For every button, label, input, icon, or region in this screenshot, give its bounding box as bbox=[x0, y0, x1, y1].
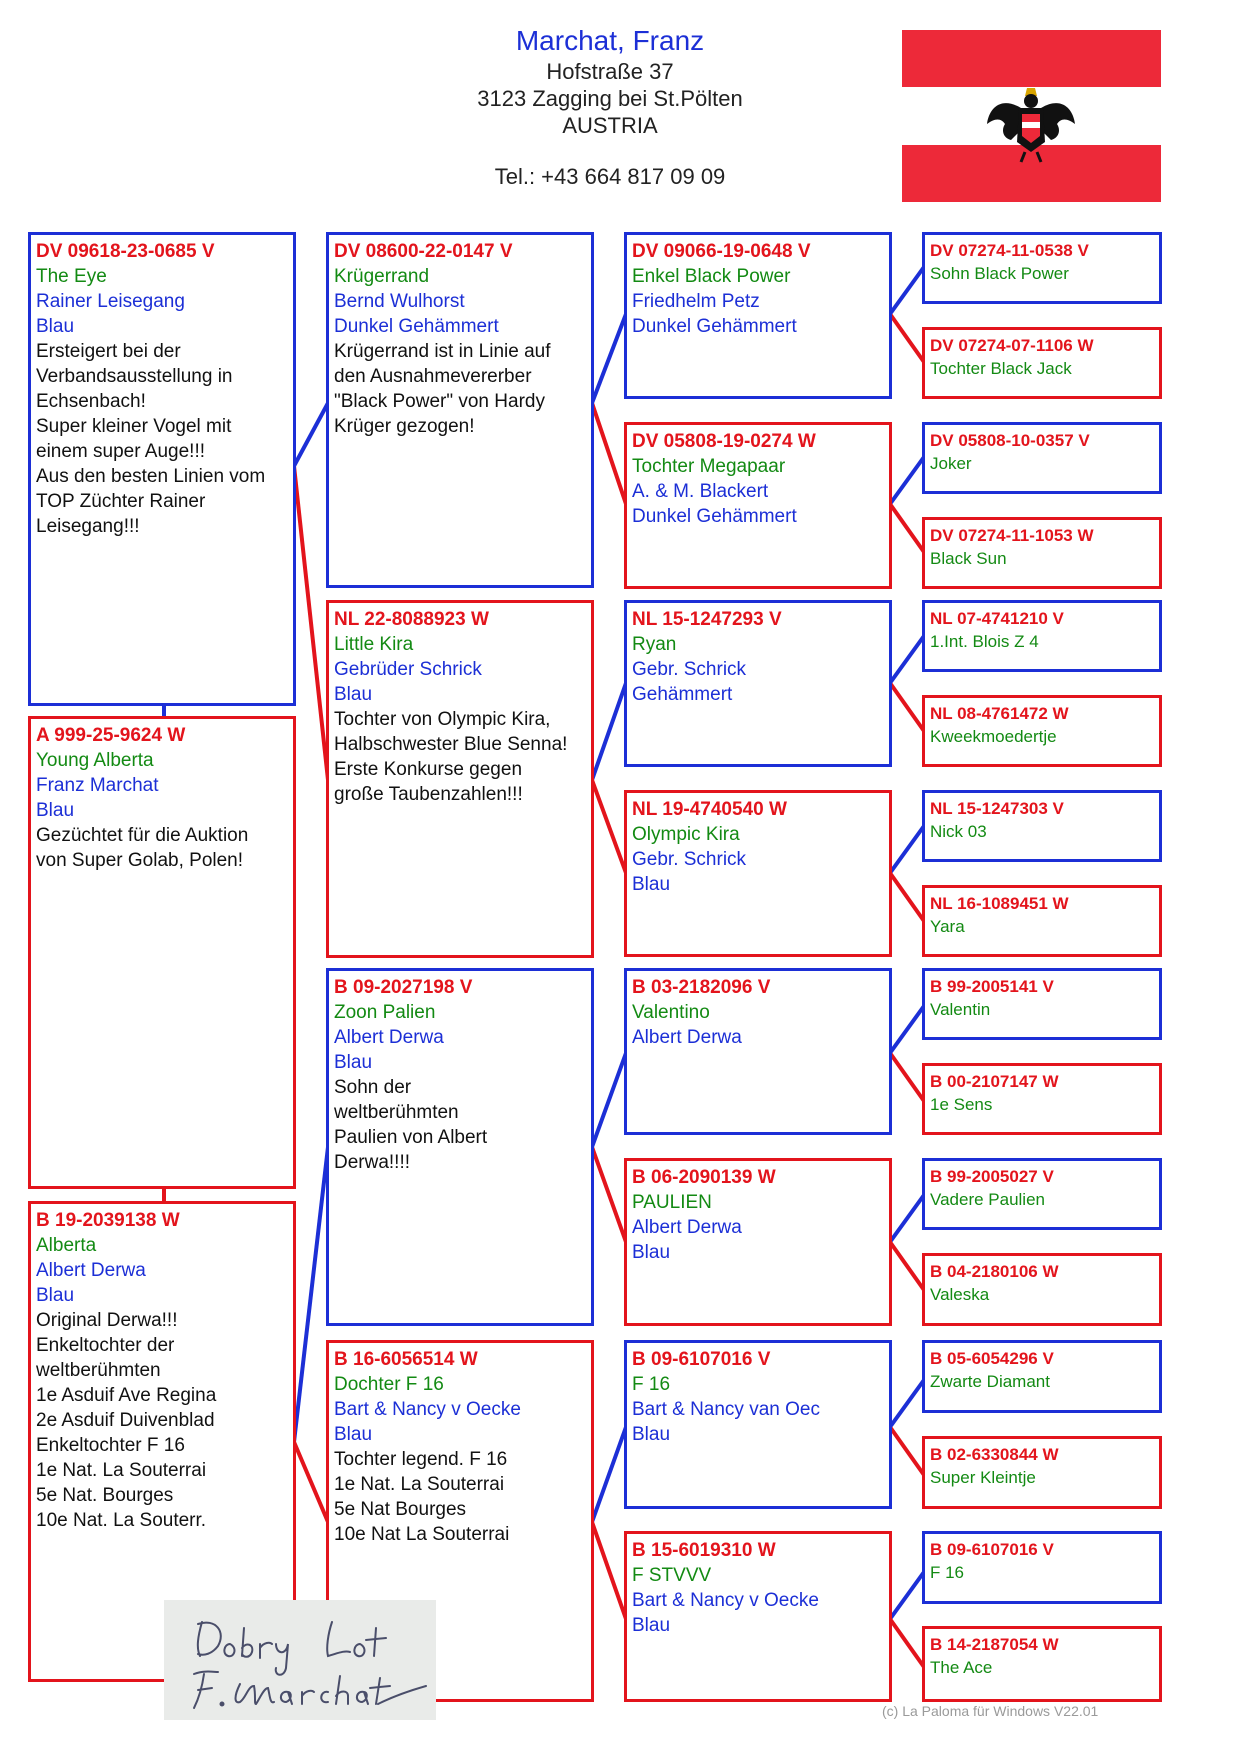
breeder: Albert Derwa bbox=[334, 1027, 444, 1048]
remark: Tochter von Olympic Kira, Halbschwester Blue Senna! Erste Konkurse gegen große Taubenzahlen!!! bbox=[334, 709, 568, 805]
ring-number: DV 07274-11-0538 V bbox=[930, 241, 1089, 260]
pigeon-name: Valeska bbox=[930, 1285, 990, 1304]
pigeon-name: Yara bbox=[930, 917, 965, 936]
pigeon-color: Dunkel Gehämmert bbox=[632, 316, 797, 337]
pigeon-name: The Ace bbox=[930, 1658, 993, 1677]
pigeon-name: 1.Int. Blois Z 4 bbox=[930, 632, 1039, 651]
ring-number: B 00-2107147 W bbox=[930, 1072, 1059, 1091]
pigeon-color: Blau bbox=[632, 1615, 671, 1636]
pigeon-name: Joker bbox=[930, 454, 972, 473]
signature-scribble-icon bbox=[164, 1600, 436, 1720]
pigeon-card-gen4[interactable] bbox=[922, 600, 1162, 672]
pigeon-color: Dunkel Gehämmert bbox=[632, 506, 797, 527]
pigeon-name: Young Alberta bbox=[36, 750, 154, 771]
pigeon-name: Little Kira bbox=[334, 634, 414, 655]
ring-number: B 99-2005141 V bbox=[930, 977, 1054, 996]
pigeon-color: Blau bbox=[334, 1052, 373, 1073]
pigeon-card-gen4[interactable] bbox=[922, 1253, 1162, 1326]
ring-number: NL 15-1247303 V bbox=[930, 799, 1064, 818]
pigeon-card-gen3[interactable] bbox=[624, 1158, 892, 1326]
ring-number: NL 07-4741210 V bbox=[930, 609, 1064, 628]
pigeon-name: Dochter F 16 bbox=[334, 1374, 444, 1395]
pigeon-card-subject[interactable] bbox=[28, 716, 296, 1189]
pigeon-name: Tochter Megapaar bbox=[632, 456, 786, 477]
ring-number: B 99-2005027 V bbox=[930, 1167, 1054, 1186]
pigeon-card-gen4[interactable] bbox=[922, 790, 1162, 862]
ring-number: DV 08600-22-0147 V bbox=[334, 241, 513, 262]
pigeon-card-gen2[interactable] bbox=[326, 232, 594, 588]
breeder: Rainer Leisegang bbox=[36, 291, 185, 312]
pigeon-color: Blau bbox=[334, 684, 373, 705]
owner-phone: Tel.: +43 664 817 09 09 bbox=[494, 164, 726, 189]
pigeon-name: F 16 bbox=[930, 1563, 965, 1582]
ring-number: NL 22-8088923 W bbox=[334, 609, 489, 630]
pigeon-color: Gehämmert bbox=[632, 684, 733, 705]
pigeon-card-gen4[interactable] bbox=[922, 327, 1162, 399]
ring-number: DV 09618-23-0685 V bbox=[36, 241, 215, 262]
pigeon-name: Valentin bbox=[930, 1000, 991, 1019]
pigeon-card-gen4[interactable] bbox=[922, 517, 1162, 589]
pigeon-card-gen4[interactable] bbox=[922, 232, 1162, 304]
remark: Gezüchtet für die Auktion von Super Golab, Polen! bbox=[36, 825, 249, 871]
pigeon-card-gen2[interactable] bbox=[326, 968, 594, 1326]
remark: Ersteigert bei der Verbandsausstellung in Echsenbach! Super kleiner Vogel mit einem super Auge!!! Aus den besten Linien vom TOP Züchter Rainer Leisegang!!! bbox=[36, 341, 266, 537]
breeder: Albert Derwa bbox=[632, 1027, 742, 1048]
remark: Krügerrand ist in Linie auf den Ausnahmevererber "Black Power" von Hardy Krüger gezogen! bbox=[334, 341, 551, 437]
pigeon-name: PAULIEN bbox=[632, 1192, 712, 1213]
pigeon-card-gen3[interactable] bbox=[624, 790, 892, 957]
breeder: Gebr. Schrick bbox=[632, 659, 747, 680]
breeder: Albert Derwa bbox=[36, 1260, 146, 1281]
ring-number: B 16-6056514 W bbox=[334, 1349, 478, 1370]
pigeon-color: Blau bbox=[36, 316, 75, 337]
pigeon-card-sire[interactable] bbox=[28, 232, 296, 706]
pigeon-name: Super Kleintje bbox=[930, 1468, 1036, 1487]
ring-number: A 999-25-9624 W bbox=[36, 725, 186, 746]
remark: Original Derwa!!! Enkeltochter der weltberühmten 1e Asduif Ave Regina 2e Asduif Duivenblad Enkeltochter F 16 1e Nat. La Souterrai 5e Nat. Bourges 10e Nat. La Souterr. bbox=[36, 1310, 217, 1531]
ring-number: DV 05808-19-0274 W bbox=[632, 431, 816, 452]
ring-number: B 03-2182096 V bbox=[632, 977, 771, 998]
pigeon-card-gen3[interactable] bbox=[624, 422, 892, 589]
ring-number: B 06-2090139 W bbox=[632, 1167, 776, 1188]
ring-number: B 14-2187054 W bbox=[930, 1635, 1059, 1654]
breeder: Bart & Nancy van Oec bbox=[632, 1399, 820, 1420]
pigeon-card-gen3[interactable] bbox=[624, 1340, 892, 1509]
pigeon-card-gen4[interactable] bbox=[922, 1626, 1162, 1702]
breeder: Franz Marchat bbox=[36, 775, 159, 796]
pigeon-card-gen4[interactable] bbox=[922, 695, 1162, 767]
ring-number: NL 15-1247293 V bbox=[632, 609, 782, 630]
ring-number: DV 09066-19-0648 V bbox=[632, 241, 811, 262]
pigeon-name: Zwarte Diamant bbox=[930, 1372, 1050, 1391]
pigeon-card-gen4[interactable] bbox=[922, 1063, 1162, 1135]
pigeon-name: Nick 03 bbox=[930, 822, 987, 841]
pigeon-card-gen4[interactable] bbox=[922, 1158, 1162, 1230]
pigeon-card-gen4[interactable] bbox=[922, 885, 1162, 957]
breeder: Albert Derwa bbox=[632, 1217, 742, 1238]
pigeon-card-gen3[interactable] bbox=[624, 968, 892, 1135]
pigeon-name: Black Sun bbox=[930, 549, 1007, 568]
pigeon-card-gen4[interactable] bbox=[922, 1340, 1162, 1413]
remark: Sohn der weltberühmten Paulien von Albert Derwa!!!! bbox=[334, 1077, 488, 1173]
pigeon-name: Tochter Black Jack bbox=[930, 359, 1072, 378]
pigeon-name: Ryan bbox=[632, 634, 677, 655]
ring-number: DV 05808-10-0357 V bbox=[930, 431, 1090, 450]
pigeon-color: Blau bbox=[632, 874, 671, 895]
signature-image bbox=[164, 1600, 436, 1720]
ring-number: DV 07274-07-1106 W bbox=[930, 336, 1094, 355]
owner-name: Marchat, Franz bbox=[515, 25, 705, 56]
ring-number: DV 07274-11-1053 W bbox=[930, 526, 1094, 545]
breeder: Friedhelm Petz bbox=[632, 291, 760, 312]
pigeon-name: F 16 bbox=[632, 1374, 671, 1395]
ring-number: NL 16-1089451 W bbox=[930, 894, 1069, 913]
pigeon-name: Vadere Paulien bbox=[930, 1190, 1045, 1209]
ring-number: NL 19-4740540 W bbox=[632, 799, 787, 820]
pigeon-card-gen4[interactable] bbox=[922, 968, 1162, 1040]
ring-number: B 04-2180106 W bbox=[930, 1262, 1059, 1281]
pigeon-card-gen4[interactable] bbox=[922, 422, 1162, 494]
pigeon-color: Dunkel Gehämmert bbox=[334, 316, 499, 337]
ring-number: B 09-2027198 V bbox=[334, 977, 473, 998]
ring-number: B 19-2039138 W bbox=[36, 1210, 180, 1231]
pigeon-color: Blau bbox=[632, 1424, 671, 1445]
pigeon-name: Sohn Black Power bbox=[930, 264, 1069, 283]
owner-country: AUSTRIA bbox=[562, 113, 658, 138]
pigeon-card-gen2[interactable] bbox=[326, 600, 594, 958]
pigeon-color: Blau bbox=[36, 800, 75, 821]
pigeon-name: Zoon Palien bbox=[334, 1002, 436, 1023]
breeder: Gebrüder Schrick bbox=[334, 659, 482, 680]
pigeon-card-gen3[interactable] bbox=[624, 1531, 892, 1702]
pigeon-name: 1e Sens bbox=[930, 1095, 993, 1114]
pigeon-color: Blau bbox=[632, 1242, 671, 1263]
pigeon-name: Alberta bbox=[36, 1235, 97, 1256]
ring-number: B 02-6330844 W bbox=[930, 1445, 1059, 1464]
pigeon-card-gen4[interactable] bbox=[922, 1531, 1162, 1604]
owner-street: Hofstraße 37 bbox=[546, 59, 674, 84]
pigeon-card-gen4[interactable] bbox=[922, 1436, 1162, 1509]
pigeon-card-gen3[interactable] bbox=[624, 600, 892, 767]
copyright-footer: (c) La Paloma für Windows V22.01 bbox=[882, 1703, 1099, 1719]
ring-number: B 05-6054296 V bbox=[930, 1349, 1054, 1368]
pigeon-name: F STVVV bbox=[632, 1565, 712, 1586]
owner-city: 3123 Zagging bei St.Pölten bbox=[477, 86, 743, 111]
ring-number: NL 08-4761472 W bbox=[930, 704, 1069, 723]
remark: Tochter legend. F 16 1e Nat. La Souterrai 5e Nat Bourges 10e Nat La Souterrai bbox=[334, 1449, 510, 1545]
pigeon-card-gen3[interactable] bbox=[624, 232, 892, 399]
breeder: Gebr. Schrick bbox=[632, 849, 747, 870]
pigeon-name: Kweekmoedertje bbox=[930, 727, 1057, 746]
pigeon-name: Valentino bbox=[632, 1002, 710, 1023]
breeder: Bernd Wulhorst bbox=[334, 291, 465, 312]
pigeon-name: The Eye bbox=[36, 266, 107, 287]
breeder: A. & M. Blackert bbox=[632, 481, 769, 502]
pigeon-color: Blau bbox=[36, 1285, 75, 1306]
breeder: Bart & Nancy v Oecke bbox=[632, 1590, 819, 1611]
ring-number: B 09-6107016 V bbox=[632, 1349, 771, 1370]
ring-number: B 09-6107016 V bbox=[930, 1540, 1054, 1559]
ring-number: B 15-6019310 W bbox=[632, 1540, 776, 1561]
breeder: Bart & Nancy v Oecke bbox=[334, 1399, 521, 1420]
pigeon-color: Blau bbox=[334, 1424, 373, 1445]
pigeon-name: Enkel Black Power bbox=[632, 266, 791, 287]
pigeon-name: Krügerrand bbox=[334, 266, 430, 287]
pigeon-name: Olympic Kira bbox=[632, 824, 740, 845]
